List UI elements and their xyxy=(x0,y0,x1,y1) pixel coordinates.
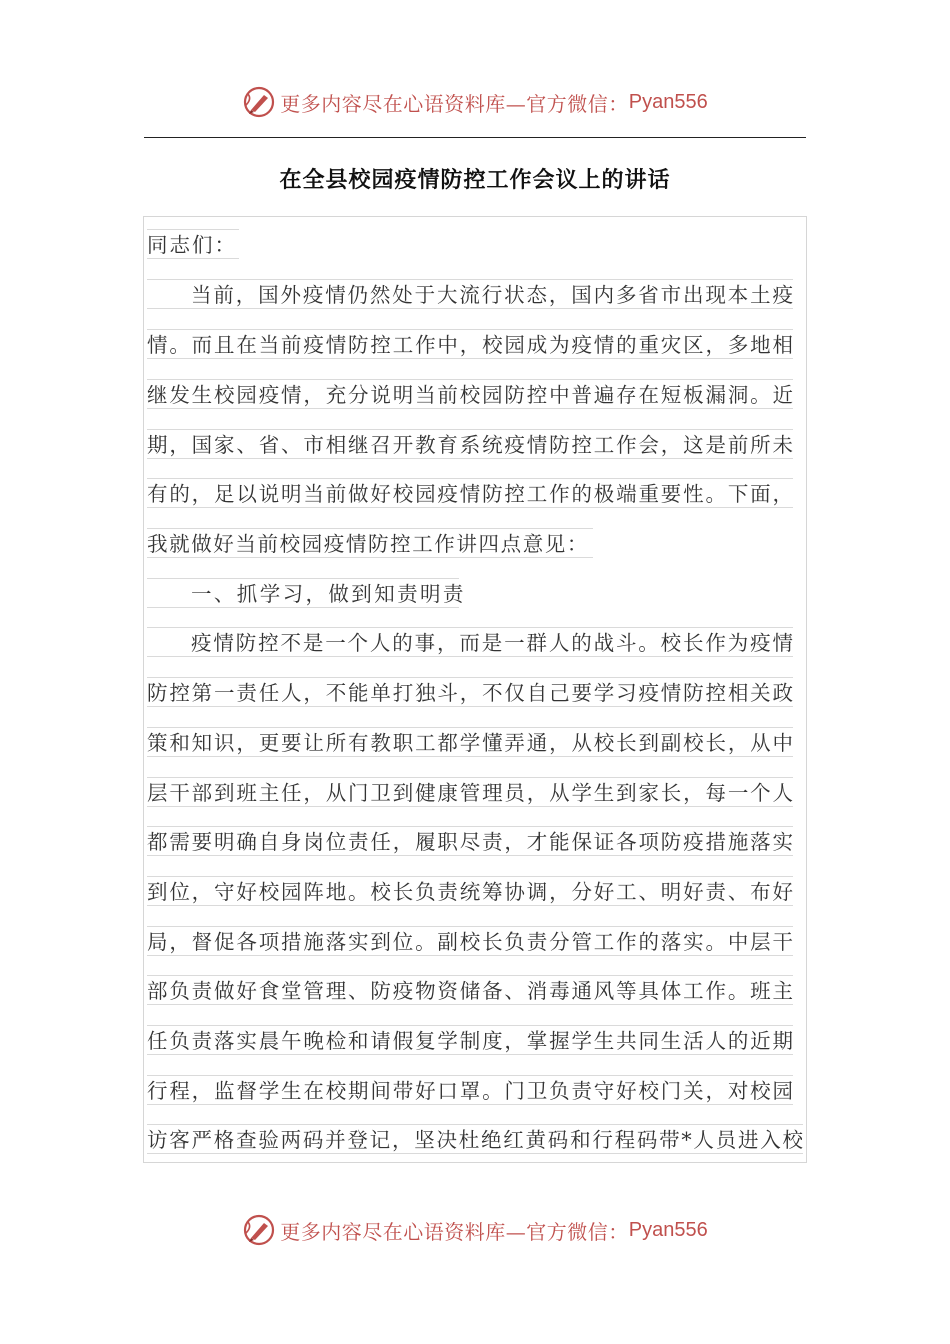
paragraph-line: 层干部到班主任，从门卫到健康管理员，从学生到家长，每一个人 xyxy=(147,777,793,807)
banner-text: 更多内容尽在心语资料库—官方微信： xyxy=(280,91,629,116)
paragraph-line: 疫情防控不是一个人的事，而是一群人的战斗。校长作为疫情 xyxy=(147,627,793,657)
paragraph-line: 防控第一责任人，不能单打独斗，不仅自己要学习疫情防控相关政 xyxy=(147,677,793,707)
paragraph-line: 任负责落实晨午晚检和请假复学制度，掌握学生共同生活人的近期 xyxy=(147,1025,793,1055)
document-title: 在全县校园疫情防控工作会议上的讲话 xyxy=(279,167,671,193)
paragraph-line: 期，国家、省、市相继召开教育系统疫情防控工作会，这是前所未 xyxy=(147,429,793,459)
paragraph-line: 继发生校园疫情，充分说明当前校园防控中普遍存在短板漏洞。近 xyxy=(147,379,793,409)
paragraph-line: 情。而且在当前疫情防控工作中，校园成为疫情的重灾区，多地相 xyxy=(147,329,793,359)
paragraph-line: 访客严格查验两码并登记，坚决杜绝红黄码和行程码带*人员进入校 xyxy=(147,1124,803,1154)
header-rule xyxy=(144,137,806,138)
paragraph-line: 策和知识，更要让所有教职工都学懂弄通，从校长到副校长，从中 xyxy=(147,727,793,757)
pen-logo-icon xyxy=(242,1213,276,1247)
salutation-line: 同志们： xyxy=(147,229,239,259)
section-heading: 一、抓学习，做到知责明责 xyxy=(147,578,459,608)
paragraph-line: 行程，监督学生在校期间带好口罩。门卫负责守好校门关，对校园 xyxy=(147,1075,793,1105)
banner-wechat-id: Pyan556 xyxy=(628,1218,708,1241)
pen-logo-icon xyxy=(242,85,276,119)
paragraph-line: 局，督促各项措施落实到位。副校长负责分管工作的落实。中层干 xyxy=(147,926,793,956)
footer-banner xyxy=(0,1208,950,1252)
paragraph-line: 我就做好当前校园疫情防控工作讲四点意见： xyxy=(147,528,593,558)
banner-wechat-id: Pyan556 xyxy=(628,90,708,113)
header-banner xyxy=(0,80,950,124)
paragraph-line: 部负责做好食堂管理、防疫物资储备、消毒通风等具体工作。班主 xyxy=(147,975,793,1005)
banner-text: 更多内容尽在心语资料库—官方微信： xyxy=(280,1219,629,1244)
paragraph-line: 都需要明确自身岗位责任，履职尽责，才能保证各项防疫措施落实 xyxy=(147,826,793,856)
paragraph-line: 当前，国外疫情仍然处于大流行状态，国内多省市出现本土疫 xyxy=(147,279,793,309)
paragraph-line: 有的，足以说明当前做好校园疫情防控工作的极端重要性。下面， xyxy=(147,478,793,508)
paragraph-line: 到位，守好校园阵地。校长负责统筹协调，分好工、明好责、布好 xyxy=(147,876,793,906)
